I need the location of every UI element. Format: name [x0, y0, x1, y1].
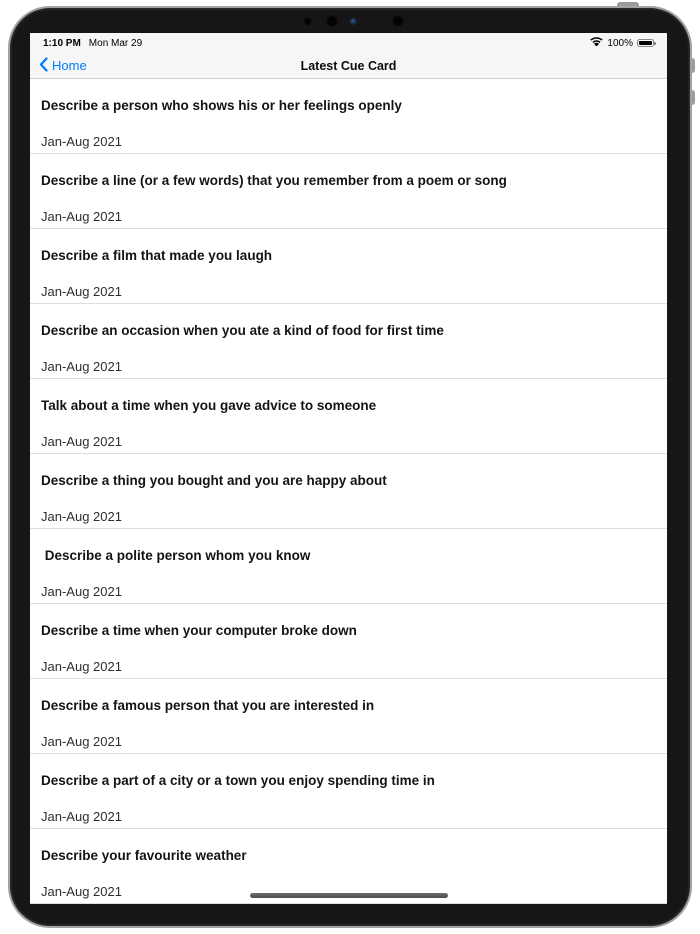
wifi-icon: [590, 37, 603, 50]
chevron-left-icon: [39, 57, 48, 75]
cue-card-item[interactable]: [30, 754, 667, 829]
cue-card-item[interactable]: [30, 529, 667, 604]
battery-icon: [637, 39, 654, 48]
cue-card-subtitle: Jan-Aug 2021: [41, 659, 122, 674]
cue-card-title: Describe a film that made you laugh: [41, 248, 273, 263]
home-indicator[interactable]: [250, 893, 448, 898]
cue-card-title: Describe a polite person whom you know: [41, 548, 311, 563]
cue-card-subtitle: Jan-Aug 2021: [41, 584, 122, 599]
cue-card-item[interactable]: [30, 379, 667, 454]
status-bar: [30, 33, 667, 53]
cue-card-item[interactable]: [30, 304, 667, 379]
cue-card-subtitle: Jan-Aug 2021: [41, 134, 122, 149]
cue-card-subtitle: Jan-Aug 2021: [41, 884, 122, 899]
cue-card-item[interactable]: [30, 679, 667, 754]
screen: [30, 33, 667, 904]
cue-card-title: Describe a thing you bought and you are happy about: [41, 473, 387, 488]
cue-card-item[interactable]: [30, 79, 667, 154]
cue-card-subtitle: Jan-Aug 2021: [41, 359, 122, 374]
cue-card-title: Describe a famous person that you are interested in: [41, 698, 375, 713]
front-camera-icon: [350, 18, 357, 25]
device-frame: [8, 6, 692, 928]
battery-percent: 100%: [607, 37, 633, 49]
cue-card-title: Describe a time when your computer broke down: [41, 623, 357, 638]
cue-card-item[interactable]: [30, 604, 667, 679]
camera-lens-icon: [392, 15, 404, 27]
cue-card-subtitle: Jan-Aug 2021: [41, 209, 122, 224]
cue-card-subtitle: Jan-Aug 2021: [41, 509, 122, 524]
cue-card-subtitle: Jan-Aug 2021: [41, 809, 122, 824]
mic-dot-icon: [372, 20, 375, 23]
back-button[interactable]: [39, 53, 87, 78]
navigation-bar: [30, 53, 667, 78]
cue-card-title: Describe a part of a city or a town you enjoy spending time in: [41, 773, 435, 788]
cue-card-item[interactable]: [30, 154, 667, 229]
cue-card-title: Describe a person who shows his or her feelings openly: [41, 98, 402, 113]
cue-card-title: Describe a line (or a few words) that you remember from a poem or song: [41, 173, 507, 188]
sensor-dot-icon: [303, 17, 312, 26]
cue-card-title: Describe an occasion when you ate a kind of food for first time: [41, 323, 444, 338]
cue-card-subtitle: Jan-Aug 2021: [41, 284, 122, 299]
cue-card-title: Talk about a time when you gave advice to someone: [41, 398, 377, 413]
top-chrome: [30, 33, 667, 79]
status-date: Mon Mar 29: [88, 37, 143, 49]
cue-card-title: Describe your favourite weather: [41, 848, 247, 863]
cue-card-item[interactable]: [30, 454, 667, 529]
cue-card-subtitle: Jan-Aug 2021: [41, 734, 122, 749]
camera-lens-icon: [326, 15, 338, 27]
cue-card-item[interactable]: [30, 229, 667, 304]
cue-card-list: [30, 79, 667, 904]
status-time: 1:10 PM: [43, 37, 81, 49]
cue-card-subtitle: Jan-Aug 2021: [41, 434, 122, 449]
page-title: Latest Cue Card: [300, 58, 397, 73]
back-button-label: Home: [52, 58, 87, 73]
